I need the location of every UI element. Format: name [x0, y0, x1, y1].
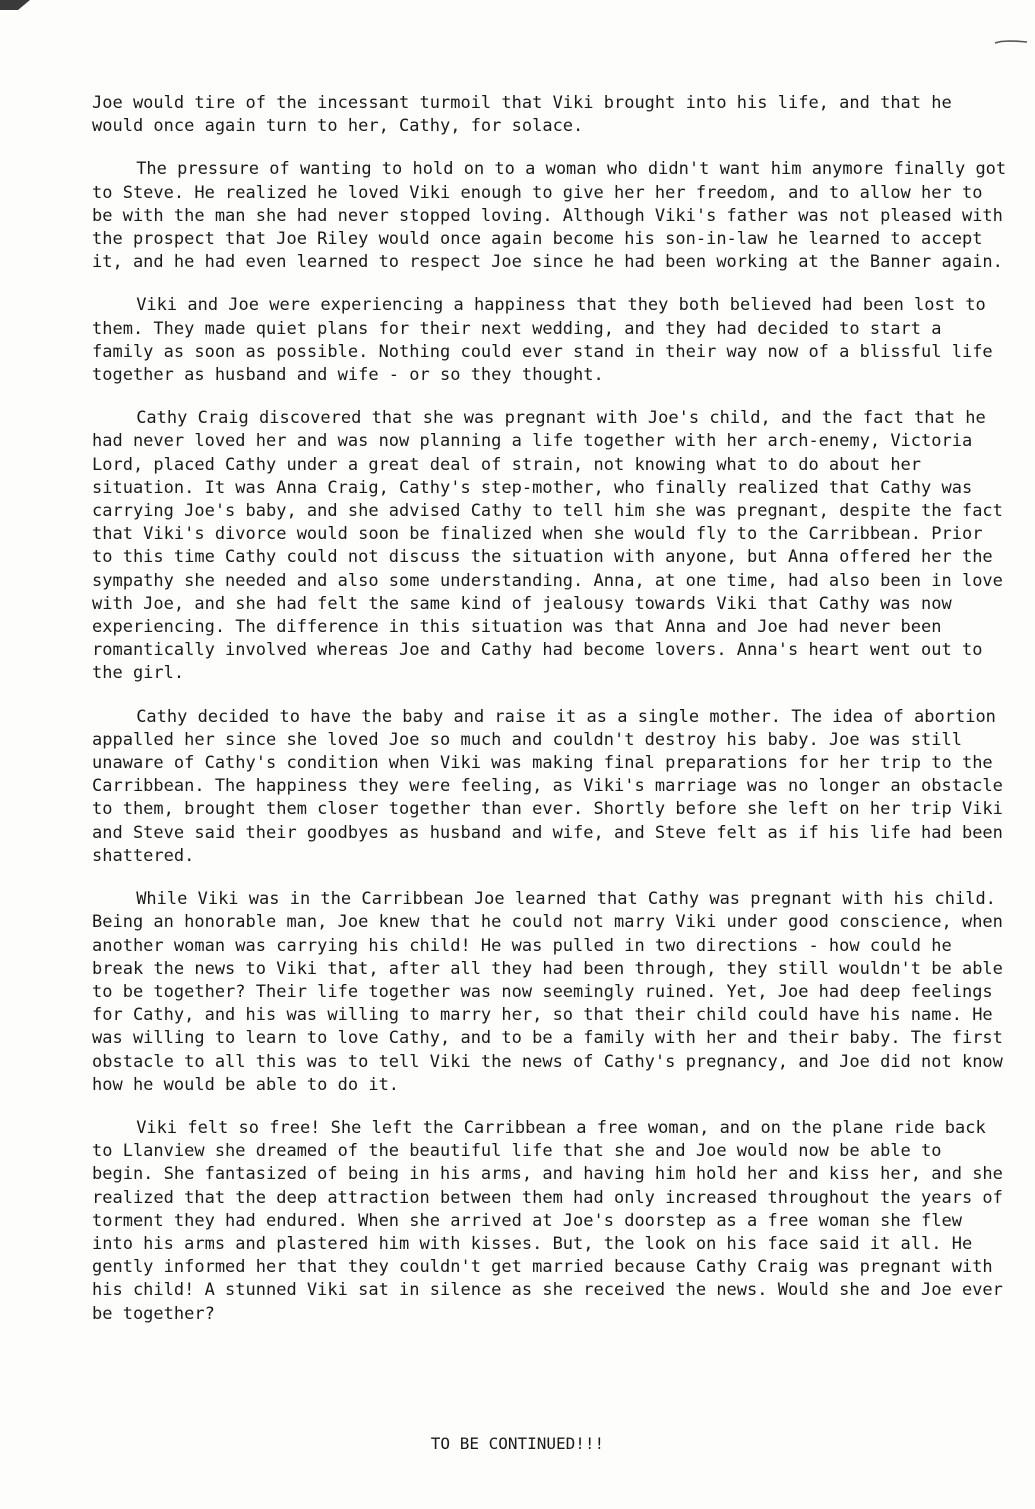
- to-be-continued: TO BE CONTINUED!!!: [430, 1434, 605, 1453]
- corner-scan-mark: [0, 0, 30, 10]
- paragraph-4: Cathy Craig discovered that she was pregnant with Joe's child, and the fact that he had never loved her and was now planning a life together with her arch-enemy, Victoria Lord, placed Cathy under a great deal of strain, not knowing what to do about her situation. It was Anna Craig, Cathy's step-mother, who finally realized that Cathy was carrying Joe's baby, and she advised Cathy to tell him she was pregnant, despite the fact that Viki's divorce would soon be finalized when she would fly to the Carribbean. Prior to this time Cathy could not discuss the situation with anyone, but Anna offered her the sympathy she needed and also some understanding. Anna, at one time, had also been in love with Joe, and she had felt the same kind of jealousy towards Viki that Cathy was now experiencing. The difference in this situation was that Anna and Joe had never been romantically involved whereas Joe and Cathy had become lovers. Anna's heart went out to the girl.: [92, 408, 1003, 684]
- story-text: [92, 92, 1010, 1346]
- paragraph-3: Viki and Joe were experiencing a happiness that they both believed had been lost to them. They made quiet plans for their next wedding, and they had decided to start a family as soon as possible. Nothing could ever stand in their way now of a blissful life together as husband and wife - or so they thought.: [92, 295, 993, 386]
- paragraph-2: The pressure of wanting to hold on to a woman who didn't want him anymore finally got to Steve. He realized he loved Viki enough to give her her freedom, and to allow her to be with the man she had never stopped loving. Although Viki's father was not pleased with the prospect that Joe Riley would once again become his son-in-law he learned to accept it, and he had even learned to respect Joe since he had been working at the Banner again.: [92, 159, 1007, 273]
- paragraph-1: Joe would tire of the incessant turmoil that Viki brought into his life, and that he would once again turn to her, Cathy, for solace.: [92, 93, 952, 137]
- paragraph-7: Viki felt so free! She left the Carribbean a free woman, and on the plane ride back to Llanview she dreamed of the beautiful life that she and Joe would now be able to begin. She fantasized of being in his arms, and having him hold her and kiss her, and she realized that the deep attraction between them had only increased throughout the years of torment they had endured. When she arrived at Joe's doorstep as a free woman she flew into his arms and plastered him with kisses. But, the look on his face said it all. He gently informed her that they couldn't get married because Cathy Craig was pregnant with his child! A stunned Viki sat in silence as she received the news. Would she and Joe ever be together?: [92, 1117, 1003, 1324]
- paragraph-5: Cathy decided to have the baby and raise it as a single mother. The idea of abortion appalled her since she loved Joe so much and couldn't destroy his baby. Joe was still unaware of Cathy's condition when Viki was making final preparations for her trip to the Carribbean. The happiness they were feeling, as Viki's marriage was no longer an obstacle to them, brought them closer together than ever. Shortly before she left on her trip Viki and Steve said their goodbyes as husband and wife, and Steve felt as if his life had been shattered.: [92, 706, 1003, 866]
- stray-pen-mark: [995, 40, 1027, 44]
- paragraph-6: While Viki was in the Carribbean Joe learned that Cathy was pregnant with his child. Being an honorable man, Joe knew that he could not marry Viki under good conscience, when another woman was carrying his child! He was pulled in two directions - how could he break the news to Viki that, after all they had been through, they still wouldn't be able to be together? Their life together was now seemingly ruined. Yet, Joe had deep feelings for Cathy, and his was willing to marry her, so that their child could have his name. He was willing to learn to love Cathy, and to be a family with her and their baby. The first obstacle to all this was to tell Viki the news of Cathy's pregnancy, and Joe did not know how he would be able to do it.: [92, 889, 1003, 1095]
